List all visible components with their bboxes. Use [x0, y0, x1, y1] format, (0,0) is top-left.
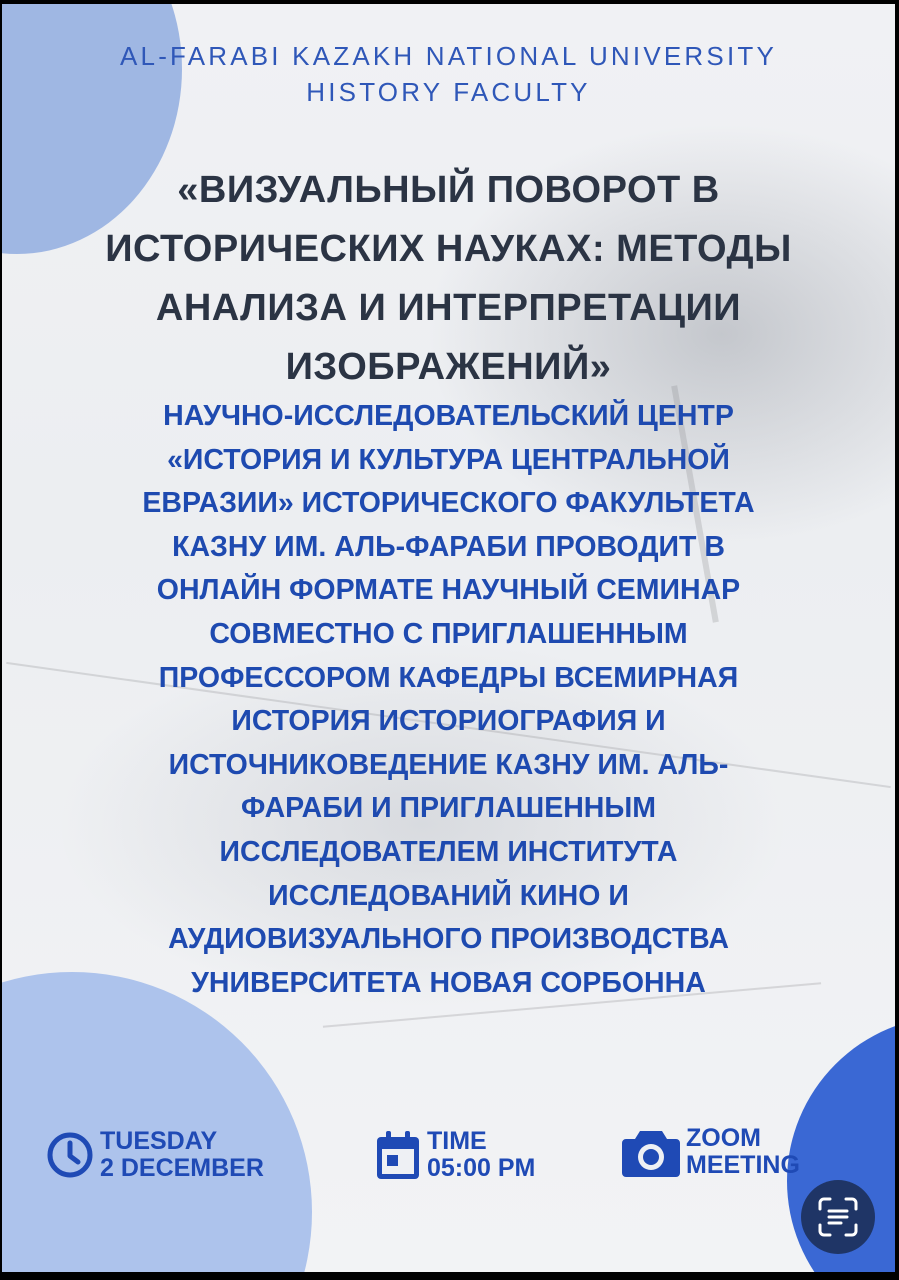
- event-platform: [622, 1125, 800, 1179]
- description-line: ПРОФЕССОРОМ КАФЕДРЫ ВСЕМИРНАЯ: [158, 661, 739, 694]
- description-line: ИССЛЕДОВАНИЙ КИНО И: [268, 879, 629, 912]
- description-line: ЕВРАЗИИ» ИСТОРИЧЕСКОГО ФАКУЛЬТЕТА: [142, 487, 755, 520]
- description-line: СОВМЕСТНО С ПРИГЛАШЕННЫМ: [209, 617, 688, 650]
- calendar-icon: [375, 1129, 421, 1181]
- event-poster: [2, 4, 895, 1272]
- seminar-title: [42, 161, 855, 397]
- university-name: AL-FARABI KAZAKH NATIONAL UNIVERSITY: [120, 41, 777, 71]
- faculty-name: HISTORY FACULTY: [306, 77, 591, 107]
- event-time: [375, 1128, 535, 1182]
- text-scan-icon: [816, 1195, 860, 1239]
- text-scan-button[interactable]: [801, 1180, 875, 1254]
- title-line: ИЗОБРАЖЕНИЙ»: [285, 346, 612, 388]
- description-line: ФАРАБИ И ПРИГЛАШЕННЫМ: [240, 792, 657, 825]
- time-label: TIME: [427, 1127, 487, 1155]
- description-line: НАУЧНО-ИССЛЕДОВАТЕЛЬСКИЙ ЦЕНТР: [163, 400, 734, 432]
- title-line: ИСТОРИЧЕСКИХ НАУКАХ: МЕТОДЫ: [105, 228, 792, 270]
- description-line: ИСТОЧНИКОВЕДЕНИЕ КАЗНУ ИМ. АЛЬ-: [168, 748, 729, 781]
- title-line: «ВИЗУАЛЬНЫЙ ПОВОРОТ В: [177, 169, 720, 211]
- platform-type: MEETING: [686, 1151, 800, 1179]
- clock-icon: [46, 1131, 94, 1179]
- description-line: ИССЛЕДОВАТЕЛЕМ ИНСТИТУТА: [219, 835, 678, 868]
- seminar-description: [62, 395, 835, 1005]
- date-weekday: TUESDAY: [100, 1127, 218, 1155]
- title-line: АНАЛИЗА И ИНТЕРПРЕТАЦИИ: [155, 287, 742, 329]
- description-line: «ИСТОРИЯ И КУЛЬТУРА ЦЕНТРАЛЬНОЙ: [167, 443, 730, 476]
- description-line: ИСТОРИЯ ИСТОРИОГРАФИЯ И: [231, 705, 666, 738]
- platform-name: ZOOM: [686, 1124, 761, 1152]
- university-header: [2, 38, 895, 110]
- description-line: УНИВЕРСИТЕТА НОВАЯ СОРБОННА: [191, 966, 706, 999]
- event-date: [46, 1128, 264, 1182]
- time-value: 05:00 PM: [427, 1154, 536, 1182]
- description-line: ОНЛАЙН ФОРМАТЕ НАУЧНЫЙ СЕМИНАР: [156, 574, 741, 607]
- description-line: АУДИОВИЗУАЛЬНОГО ПРОИЗВОДСТВА: [168, 923, 729, 956]
- decorative-circle-bottom-left: [2, 972, 312, 1272]
- date-value: 2 DECEMBER: [100, 1154, 264, 1182]
- camera-icon: [622, 1127, 680, 1177]
- description-line: КАЗНУ ИМ. АЛЬ-ФАРАБИ ПРОВОДИТ В: [172, 530, 725, 563]
